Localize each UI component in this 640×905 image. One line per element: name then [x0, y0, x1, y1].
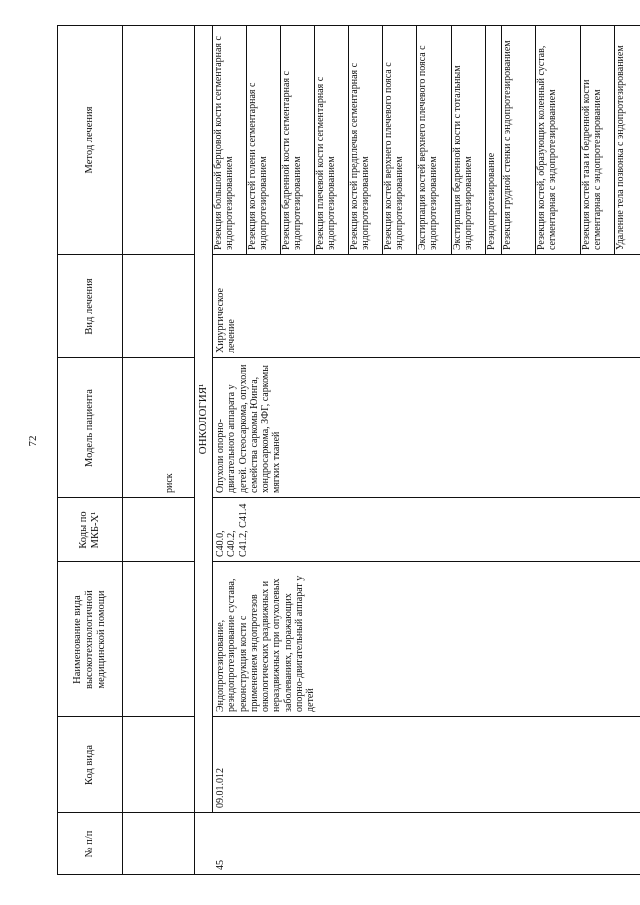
row-type: Хирургическое лечение: [215, 288, 238, 353]
method-item: Резекция плечевой кости сегментарная с эндопротезированием: [315, 76, 337, 250]
header-num: № п/п: [83, 830, 95, 858]
table-rule: [212, 497, 640, 498]
row-name: Эндопротезирование, реэндопротезирование сустава, реконструкция кости с применением эндопротезов онкологических раздвижных и нераздвижных при опухолевых заболеваниях, поражающих опорно-двигательный аппарат у детей: [215, 575, 317, 712]
header-name: Наименование вида высокотехнологичной медицинской помощи: [71, 590, 107, 689]
table-rule: [57, 25, 58, 875]
header-code: Код вида: [83, 745, 95, 785]
table-rule: [194, 25, 195, 875]
table-rule: [212, 561, 640, 562]
method-rule: [280, 25, 281, 255]
method-item: Резекция костей предплечья сегментарная с эндопротезированием: [349, 62, 371, 250]
header-type: Вид лечения: [83, 278, 95, 335]
table-rule: [57, 561, 194, 562]
method-item: Резекция бедренной кости сегментарная с эндопротезированием: [281, 71, 303, 250]
table-rule: [212, 716, 640, 717]
method-item: Резекция костей, образующих коленный сустав, сегментарная с эндопротезированием: [536, 45, 558, 250]
method-rule: [485, 25, 486, 255]
row-code: 09.01.012: [215, 768, 226, 808]
table-rule: [57, 497, 194, 498]
table-rule: [57, 812, 640, 813]
method-item: Резекция костей таза и бедренной кости сегментарная с эндопротезированием: [581, 79, 603, 250]
header-method: Метод лечения: [83, 106, 95, 174]
method-rule: [535, 25, 536, 255]
method-item: Резекция большой берцовой кости сегментарная с эндопротезированием: [213, 36, 235, 250]
method-rule: [501, 25, 502, 255]
header-icd: Коды по МКБ-X¹: [77, 511, 101, 549]
method-item: Экстирпация бедренной кости с тотальным эндопротезированием: [452, 65, 474, 250]
rotated-table-page: [57, 25, 640, 875]
row-num: 45: [215, 860, 226, 870]
row-model: Опухоли опорно-двигательного аппарата у детей. Остеосаркома, опухоли семейства саркомы Юинга, хондросаркома, ЗФГ, саркомы мягких тканей: [215, 364, 283, 493]
table-rule: [57, 254, 194, 255]
method-rule: [348, 25, 349, 255]
method-rule: [314, 25, 315, 255]
table-rule: [212, 254, 640, 255]
table-rule: [212, 357, 640, 358]
method-rule: [451, 25, 452, 255]
method-item: Резекция костей верхнего плечевого пояса с эндопротезированием: [383, 62, 405, 250]
method-item: Реэндопротезирование: [486, 152, 497, 250]
method-item: Удаление тела позвонка с эндопротезированием: [615, 45, 626, 250]
method-rule: [416, 25, 417, 255]
method-rule: [382, 25, 383, 255]
method-rule: [580, 25, 581, 255]
page-number: 72: [27, 435, 39, 447]
risk-text: риск: [164, 473, 175, 493]
row-icd: C40.0, C40.2, C41.2, C41.4: [215, 503, 249, 557]
table-rule: [122, 25, 123, 875]
method-rule: [614, 25, 615, 255]
section-title: ОНКОЛОГИЯ¹: [197, 383, 209, 455]
table-rule: [57, 357, 194, 358]
table-rule: [57, 716, 194, 717]
table-rule: [57, 874, 640, 875]
header-model: Модель пациента: [83, 389, 95, 467]
table-rule: [212, 25, 213, 813]
method-item: Резекция костей голени сегментарная с эндопротезированием: [247, 82, 269, 250]
method-item: Экстирпация костей верхнего плечевого пояса с эндопротезированием: [417, 45, 439, 250]
method-rule: [246, 25, 247, 255]
method-item: Резекция грудной стенки с эндопротезированием: [502, 40, 513, 250]
